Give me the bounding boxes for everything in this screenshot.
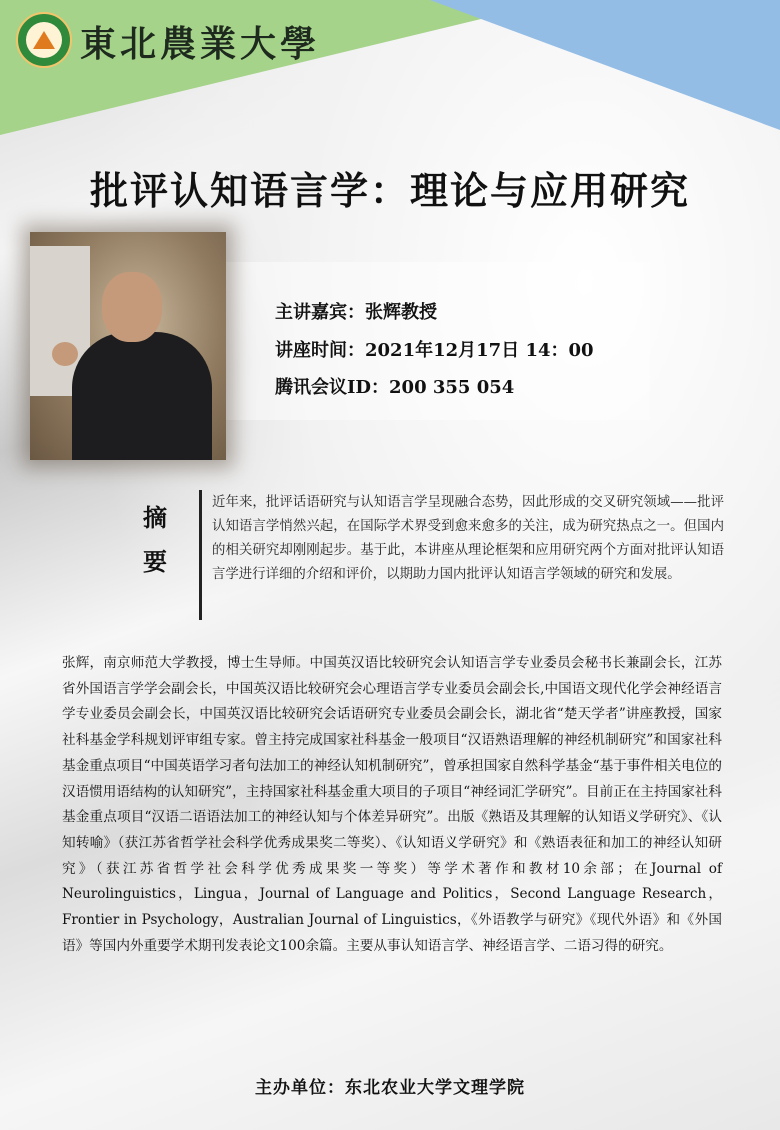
university-logo-icon — [16, 12, 72, 68]
meeting-label: 腾讯会议ID： — [275, 377, 390, 398]
abstract-heading — [140, 496, 170, 584]
speaker-value: 张辉教授 — [365, 302, 437, 323]
host-organizer — [0, 1073, 780, 1098]
abstract-heading-char-2: 要 — [143, 547, 167, 576]
host-label: 主办单位： — [255, 1078, 345, 1098]
lecture-title: 批评认知语言学：理论与应用研究 — [89, 169, 690, 213]
header-blue-band — [430, 0, 780, 130]
time-row — [275, 336, 594, 362]
speaker-photo — [30, 232, 226, 460]
speaker-bio: 张辉，南京师范大学教授，博士生导师。中国英汉语比较研究会认知语言学专业委员会秘书长兼副会长，江苏省外国语言学学会副会长，中国英汉语比较研究会心理语言学专业委员会副会长,中国语文现代化学会神经语言学专业委员会副会长，中国英汉语比较研究会话语研究专业委员会副会长，湖北省“楚天学者”讲座教授，国家社科基金学科规划评审组专家。曾主持完成国家社科基金一般项目“汉语熟语理解的神经机制研究”和国家社科基金重点项目“中国英语学习者句法加工的神经认知机制研究”，曾承担国家自然科学基金“基于事件相关电位的汉语惯用语结构的认知研究”，主持国家社科基金重大项目的子项目“神经词汇学研究”。目前正在主持国家社科基金重点项目“汉语二语语法加工的神经认知与个体差异研究”。出版《熟语及其理解的认知语义学研究》、《认知转喻》（获江苏省哲学社会科学优秀成果奖二等奖）、《认知语义学研究》和《熟语表征和加工的神经认知研究》（获江苏省哲学社会科学优秀成果奖一等奖）等学术著作和教材10余部；在Journal of Neurolinguistics，Lingua，Journal of Language and Politics，Second Language Research，Frontier in Psychology，Australian Journal of Linguistics，《外语教学与研究》《现代外语》和《外国语》等国内外重要学术期刊发表论文100余篇。主要从事认知语言学、神经语言学、二语习得的研究。 — [62, 655, 722, 954]
abstract-heading-char-1: 摘 — [143, 503, 167, 532]
university-name: 東北農業大學 — [80, 23, 321, 65]
host-value: 东北农业大学文理学院 — [345, 1078, 525, 1098]
abstract-divider — [199, 490, 202, 620]
speaker-label: 主讲嘉宾： — [275, 302, 365, 323]
meeting-row — [275, 373, 514, 399]
abstract-text: 近年来，批评话语研究与认知语言学呈现融合态势，因此形成的交叉研究领域——批评认知语言学悄然兴起，在国际学术界受到愈来愈多的关注，成为研究热点之一。但国内的相关研究却刚刚起步。基于此，本讲座从理论框架和应用研究两个方面对批评认知语言学进行详细的介绍和评价，以期助力国内批评认知语言学领域的研究和发展。 — [212, 495, 724, 582]
time-label: 讲座时间： — [275, 340, 365, 361]
meeting-id: 200 355 054 — [389, 377, 515, 398]
time-value: 2021年12月17日 14：00 — [365, 340, 594, 361]
speaker-row — [275, 298, 437, 324]
